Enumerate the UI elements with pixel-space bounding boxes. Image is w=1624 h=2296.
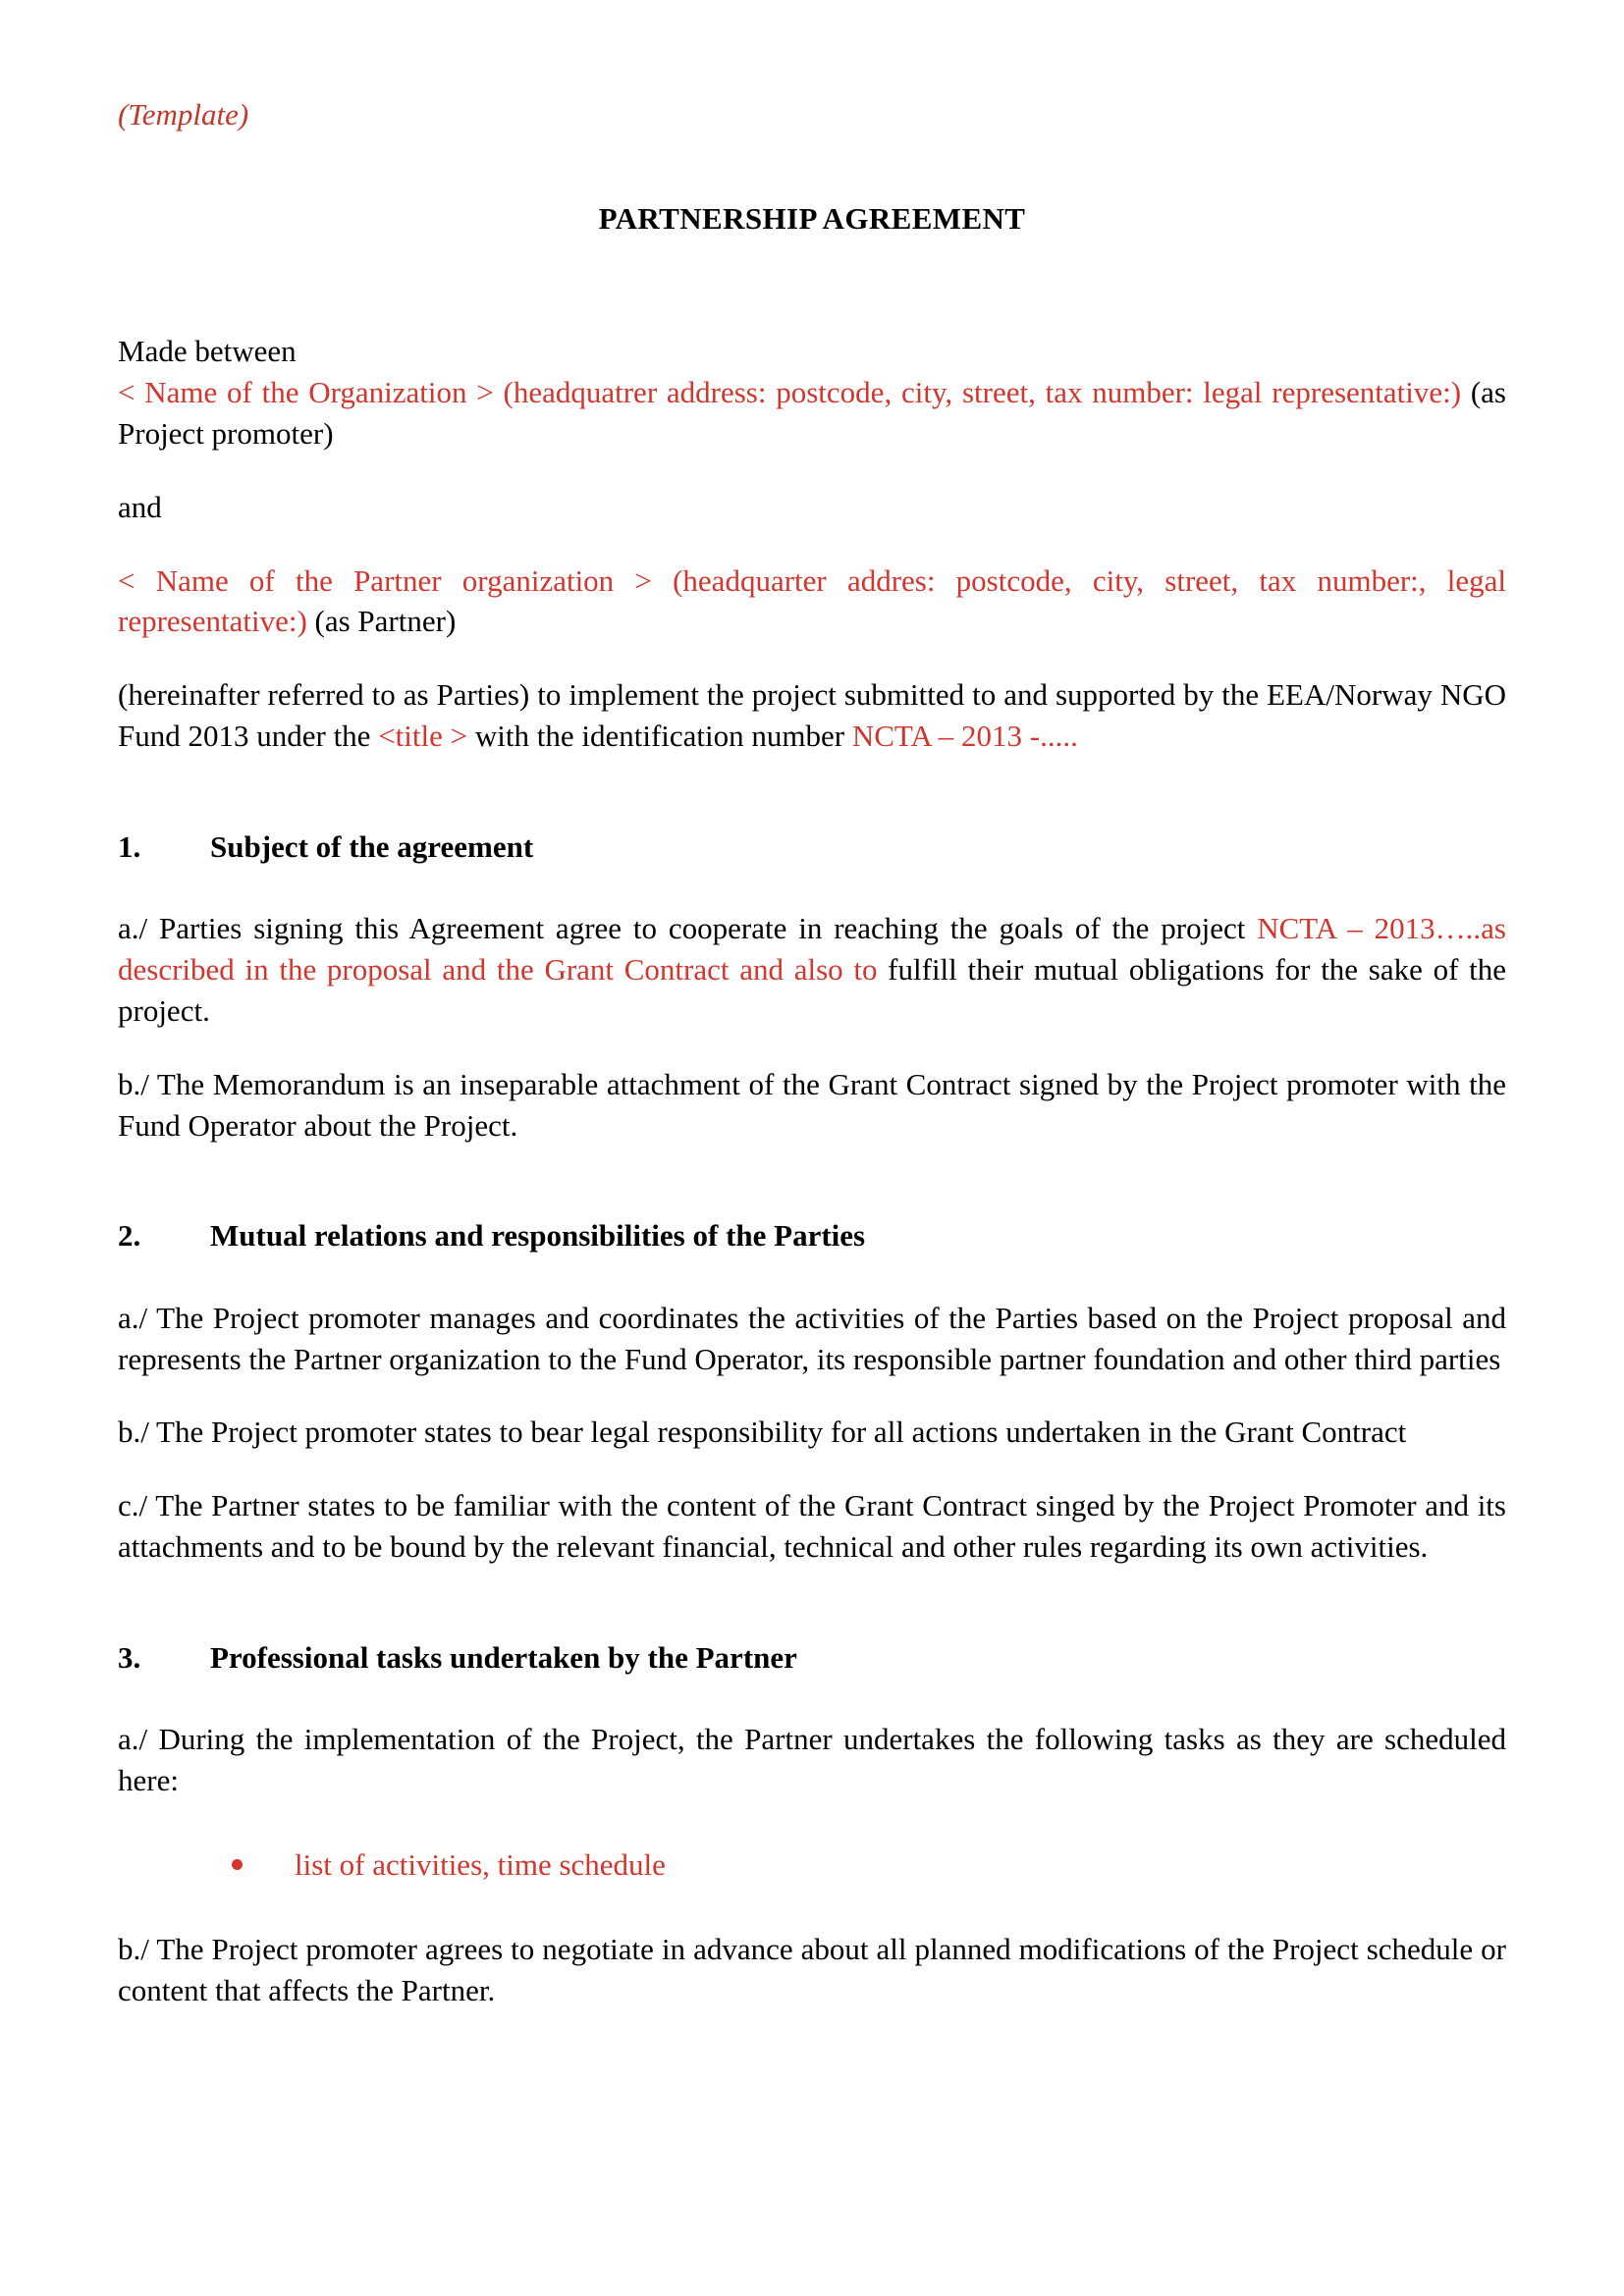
section-heading-1 — [118, 828, 1506, 867]
paragraph-project-promoter — [118, 372, 1506, 454]
section-number-2: 2. — [118, 1218, 141, 1254]
and-text: and — [118, 489, 162, 524]
promoter-role: (as Project promoter) — [118, 375, 1506, 451]
hereinafter-text-2: with the identification number — [467, 719, 852, 754]
paragraph-2c: c./ The Partner states to be familiar with the content of the Grant Contract singed by the Project Promoter and its attachments and to be bound by the relevant financial, technical and other rules regarding its own activities. — [118, 1488, 1506, 1565]
page-title: PARTNERSHIP AGREEMENT — [598, 201, 1026, 237]
bullet-point-icon — [232, 1859, 243, 1870]
partner-role: (as Partner) — [306, 604, 457, 639]
paragraph-3a: a./ During the implementation of the Project, the Partner undertakes the following tasks as they are scheduled here: — [118, 1722, 1506, 1798]
paragraph-hereinafter — [118, 674, 1506, 757]
paragraph-partner — [118, 561, 1506, 643]
section-number-1: 1. — [118, 828, 141, 864]
paragraph-1a-text-black-1: a./ Parties signing this Agreement agree to cooperate in reaching the goals of the project — [118, 911, 1258, 946]
section-title-2: Mutual relations and responsibilities of the Parties — [210, 1218, 866, 1254]
title-placeholder: <title > — [378, 719, 468, 754]
paragraph-1b: b./ The Memorandum is an inseparable attachment of the Grant Contract signed by the Project promoter with the Fund Operator about the Project. — [118, 1066, 1506, 1143]
section-title-1: Subject of the agreement — [210, 828, 534, 864]
paragraph-1a-text-black-2: fulfill their mutual obligations for the sake of the project. — [118, 952, 1506, 1028]
paragraph-3b: b./ The Project promoter agrees to negotiate in advance about all planned modifications of the Project schedule or content that affects the Partner. — [118, 1931, 1506, 2007]
list-item-label: list of activities, time schedule — [295, 1846, 666, 1882]
paragraph-2a: a./ The Project promoter manages and coordinates the activities of the Parties based on the Project proposal and represents the Partner organization to the Fund Operator, its responsible partner foundation and other third parties — [118, 1300, 1506, 1376]
paragraph-1a-text-red: NCTA – 2013…..as described in the proposal and the Grant Contract and also to — [118, 911, 1506, 988]
partner-placeholder: < Name of the Partner organization > (headquarter addres: postcode, city, street, tax number:, legal representative:) — [118, 562, 1506, 639]
template-marker: (Template) — [118, 97, 249, 132]
document-content — [118, 96, 1506, 2010]
list-item — [118, 1844, 1506, 1886]
made-between-text: Made between — [118, 334, 297, 369]
section-title-3: Professional tasks undertaken by the Partner — [210, 1639, 797, 1675]
paragraph-and — [118, 487, 1506, 528]
section-heading-3 — [118, 1638, 1506, 1678]
paragraph-made-between — [118, 331, 1506, 372]
hereinafter-text-1: (hereinafter referred to as Parties) to implement the project submitted to and supported by the EEA/Norway NGO Fund 2013 under the — [118, 677, 1506, 754]
identification-number-placeholder: NCTA – 2013 -..... — [851, 719, 1078, 754]
promoter-placeholder: < Name of the Organization > (headquatrer address: postcode, city, street, tax number: legal representative:) — [118, 375, 1462, 410]
paragraph-2b: b./ The Project promoter states to bear legal responsibility for all actions undertaken in the Grant Contract — [118, 1415, 1407, 1450]
section-heading-2 — [118, 1216, 1506, 1255]
section-number-3: 3. — [118, 1639, 141, 1675]
task-list — [118, 1844, 1506, 1886]
paragraph-1a — [118, 908, 1506, 1032]
